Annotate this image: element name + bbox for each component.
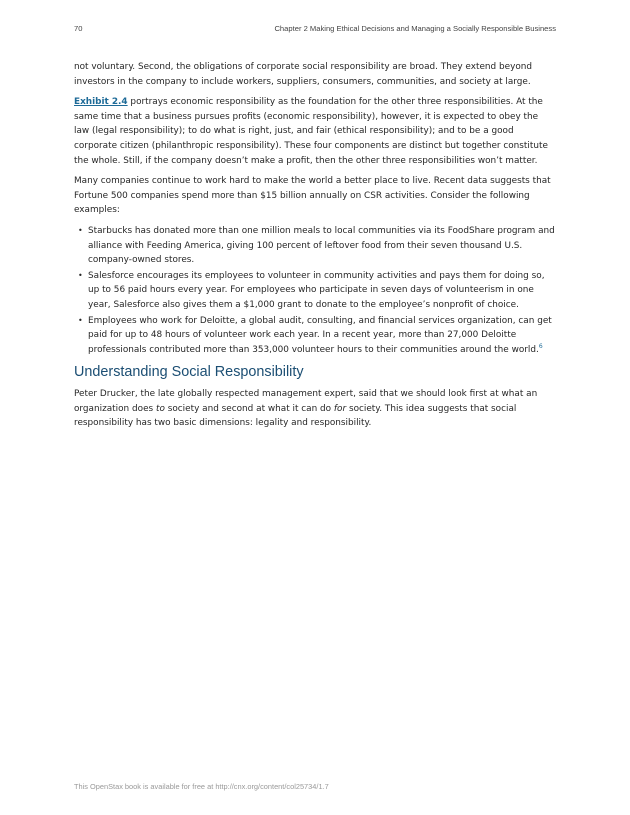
list-item-starbucks [88, 224, 556, 268]
list-item-text: Salesforce encourages its employees to volunteer in community activities and pays them for doing so, up to 56 paid hours every year. For employees who participate in seven days of volunteerism in one year, Salesforce also gives them a $1,000 grant to donate to the employee’s nonprofit of choice. [88, 270, 545, 310]
paragraph-drucker [74, 387, 556, 431]
list-item-text: Starbucks has donated more than one million meals to local communities via its FoodShare program and alliance with Feeding America, giving 100 percent of leftover food from their seven thousand U.S. company-owned stores. [88, 225, 555, 266]
page-footer: This OpenStax book is available for free at http://cnx.org/content/col25734/1.7 [74, 782, 329, 791]
page-number: 70 [74, 24, 83, 33]
page-header [74, 24, 556, 38]
drucker-emphasis-for: for [333, 403, 347, 414]
paragraph-intro: not voluntary. Second, the obligations of corporate social responsibility are broad. They extend beyond investors in the company to include workers, suppliers, consumers, communities, and society at large. [74, 62, 533, 87]
exhibit-link[interactable]: Exhibit 2.4 [74, 97, 128, 108]
drucker-text-c: society. This idea suggests that social responsibility has two basic dimensions: legality and responsibility. [74, 403, 517, 429]
page-content [74, 60, 556, 437]
drucker-text-a: Peter Drucker, the late globally respected management expert, said that we should look first at what an organization does [74, 389, 538, 414]
footnote-link[interactable]: 6 [538, 342, 543, 350]
chapter-title: Chapter 2 Making Ethical Decisions and Managing a Socially Responsible Business [274, 24, 556, 33]
list-item-text: Employees who work for Deloitte, a global audit, consulting, and financial services organization, can get paid for up to 48 hours of volunteer work each year. In a recent year, more than 27,000 Deloitte professionals contributed more than 353,000 volunteer hours to their communities around the world. [88, 315, 552, 355]
paragraph-examples: Many companies continue to work hard to make the world a better place to live. Recent data suggests that Fortune 500 companies spend more than $15 billion annually on CSR activities. Consider the following examples: [74, 176, 551, 216]
paragraph-exhibit [74, 95, 556, 168]
examples-list [74, 224, 556, 357]
section-heading: Understanding Social Responsibility [74, 364, 304, 381]
drucker-text-b: society and second at what it can do [164, 403, 334, 414]
list-item-deloitte [88, 314, 556, 358]
drucker-emphasis-to: to [155, 403, 165, 414]
list-item-salesforce [88, 269, 556, 313]
paragraph-exhibit-text: portrays economic responsibility as the foundation for the other three responsibilities. At the same time that a business pursues profits (economic responsibility), however, it is expected to obey the law (legal responsibility); to do what is right, just, and fair (ethical responsibility); and to be a good corporate citizen (philanthropic responsibility). These four components are distinct but together constitute the whole. Still, if the company doesn’t make a profit, then the other three responsibilities won’t matter. [74, 97, 548, 166]
